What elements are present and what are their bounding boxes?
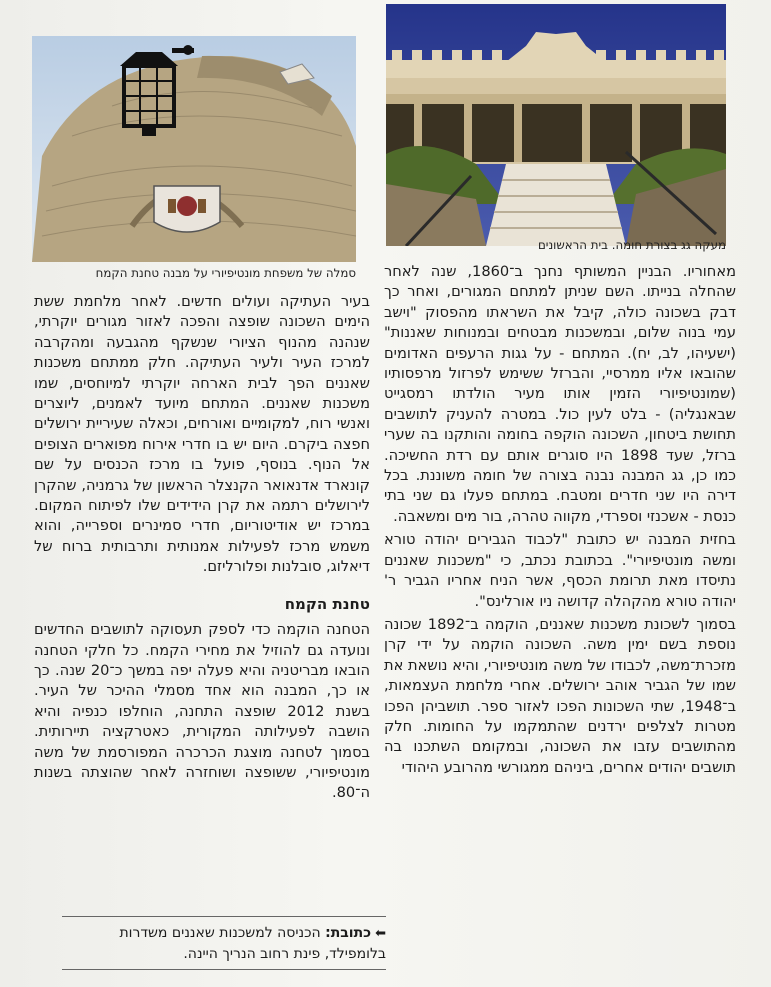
article-column-right (384, 262, 736, 778)
paragraph: בחזית המבנה יש כתובת "לכבוד הגבירים יהודה טורא ומשה מונטיפיורי". בכתובת נכתב, כי "משכנות שאננים נתיסדו מאת תרומת הכסף, אשר הניח אחריו הגביר ר' יהודה טורא מהקהלה קדושה ניו אורלינס". (384, 531, 736, 610)
address-box (62, 916, 386, 970)
address-label: כתובת: (325, 925, 372, 941)
photo-caption-right: מעקה גג בצורת חומה. בית הראשונים (537, 238, 726, 252)
section-heading-flour-mill: טחנת הקמח (284, 594, 370, 613)
paragraph: בעיר העתיקה ועולים חדשים. לאחר מלחמת ששת הימים השכונה שופצה והפכה לאזור מגורים יוקרתי, שנהנה מהנוף הציורי שנשקף מהגבעה ומהקרבה למרכז העיר ולעיר העתיקה. חלק ממתחם משכנות שאננים הפך לבית הארחה יוקרתי למיוחסים, שמו משכנות שאננים. המתחם מיועד לאמנים, ליוצרים ואנשי רוח, למקומיים ואורחים, וכאלה שעיריית ירושלים חפצה ביקרם. היום יש בו חדרי אירוח מפוארים הצופים אל הנוף. בנוסף, פועל בו מרכז הכנסים על שם קונארד אדנאואר הקנצלר הראשון של גרמניה, שהקרן לירושלים רתמה את קרן הידידים שלו לפיתוח המקום. במרכז יש אודיטוריום, חדרי סמינרים וספרייה, והוא משמש מרכז לפעילות אמנותית ותרבותית ברוח של דיאלוג, סובלנות ופלורליזם. (34, 293, 370, 576)
photo-building-crenellated-roof (386, 4, 726, 246)
photo-windmill-crest (32, 36, 356, 262)
arrow-sign-icon: ⬅ (375, 926, 386, 941)
paragraph: הטחנה הוקמה כדי לספק תעסוקה לתושבים החדשים ונועדה גם להוזיל את מחירי הקמח. כל חלקי הטחנה הובאו מבריטניה והיא פעלה יפה במשך כ־20 שנה. כך או כך, המבנה הוא אחד מסמלי ההיכר של העיר. בשנת 2012 שופצה התחנה, הוחלפו כנפיה והיא הושבה לפעילותה המקורית, כאטרקציה תיירותית. בסמוך לטחנה מוצגת הכרכרה המפורסמת של משה מונטיפיורי, ששופצה ושוחזרה לאחר שהוצתה בשנות ה־80. (34, 621, 370, 802)
paragraph: בסמוך לשכונת משכנות שאננים, הוקמה ב־1892 שכונה נוספת בשם ימין משה. השכונה הוקמה על ידי קרן מזכרת־משה, לכבודו של משה מונטיפיורי, והיא נושאת את שמו של הגביר אוהב ירושלים. אחרי מלחמת העצמאות, ב־1948, שתי השכונות הפכו לאזור ספר. תושביהן הפכו מטרות לצלפים ירדנים שהתמקמו על החומות. חלק מהתושבים עזבו את השכונה, ובמקומם השתכנו בה תושבים יהודים אחרים, ביניהם ממגורשי מהרובע היהודי (384, 615, 736, 776)
photo-caption-left: סמלה של משפחת מונטיפיורי על מבנה טחנת הקמח (95, 266, 356, 280)
paragraph: מאחוריו. הבניין המשותף נחנך ב־1860, שנה לאחר שהחלה בנייתו. השם שניתן למתחם המגורים, ואחר כך דבק בשכונה כולה, קיבל את השראתו מהפסוק "וישב עמי בנוה שלום, ובמשכנות מבטחים ובמנוחות שאננות" (ישעיהו, לב, יח). המתחם - על גגות הרעפים האדומים שהובאו אליו ממרסיי, והברזל ששימש לפרזול מרפסותיו (שמונטיפיורי הזמין אותו מעיר הולדתו רמסגייט שבאנגליה) - בלט לעין כול. במטרה להעניק לתושבים תחושת ביטחון, השכונה הוקפה בחומה והותקנו בה שערי ברזל, שעד 1898 היו סוגרים אותם עם רדת החשיכה. כמו כן, גג המבנה נבנה בצורה של חומה משוננת. בכל דירה היו שני חדרים ומטבח. במתחם פעלו גם שני בתי כנסת - אשכנזי וספרדי, מקווה טהרה, בור מים ומשאבה. (384, 263, 736, 525)
article-column-left (34, 292, 370, 804)
address-text: הכניסה למשכנות שאננים משדרות בלומפילד, פינת רחוב הנריך היינה. (119, 925, 386, 962)
